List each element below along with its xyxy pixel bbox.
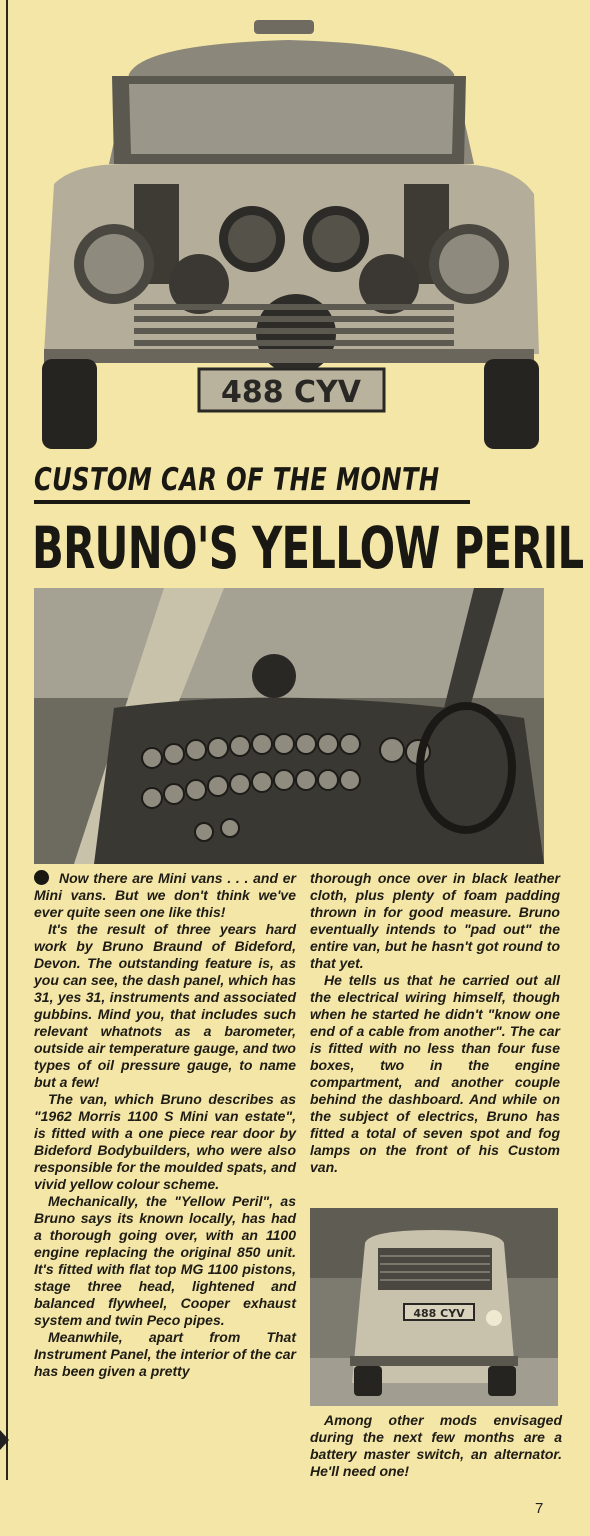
title-underline — [34, 500, 470, 504]
bullet-dot-icon — [34, 870, 49, 885]
article-paragraph: Mechanically, the "Yellow Peril", as Bruno says its known locally, has had a thorough going over, with an 1100 engine replacing the original 850 unit. It's fitted with flat top MG 1100 pistons, stage three head, lightened and balanced flywheel, Cooper exhaust system and twin Peco pipes. — [34, 1193, 296, 1328]
section-title: CUSTOM CAR OF THE MONTH — [34, 462, 440, 498]
page-edge-line — [6, 0, 8, 1480]
article-paragraph-lead: Now there are Mini vans . . . and er Mini vans. But we don't think we've ever quite seen one like this! — [34, 870, 296, 920]
article-column-right — [310, 870, 560, 1176]
page-number: 7 — [535, 1500, 544, 1517]
edge-arrow-marker — [0, 1430, 9, 1450]
dashboard-photo — [34, 588, 544, 864]
hero-photo-mini-front — [34, 14, 544, 464]
article-paragraph: Meanwhile, apart from That Instrument Panel, the interior of the car has been given a pretty — [34, 1329, 296, 1379]
hero-number-plate: 488 CYV — [220, 375, 362, 410]
photo-caption: Among other mods envisaged during the next few months are a battery master switch, an alternator. He'll need one! — [310, 1412, 562, 1479]
article-paragraph: It's the result of three years hard work by Bruno Braund of Bideford, Devon. The outstanding feature is, as you can see, the dash panel, which has 31, yes 31, instruments and associated gubbins. Mind you, that includes such relevant whatnots as a barometer, outside air temperature gauge, and two types of oil pressure gauge, to name but a few! — [34, 921, 296, 1090]
article-column-left — [34, 870, 296, 1380]
van-number-plate: 488 CYV — [413, 1307, 465, 1320]
van-rear-photo — [310, 1208, 558, 1406]
article-paragraph: He tells us that he carried out all the electrical wiring himself, though when he started he didn't "know one end of a cable from another". The car is fitted with no less than four fuse boxes, two in the engine compartment, and another couple behind the dashboard. And while on the subject of electrics, Bruno has fitted a total of seven spot and fog lamps on the front of his Custom van. — [310, 972, 560, 1175]
article-headline: BRUNO'S YELLOW PERIL — [32, 514, 584, 582]
article-paragraph: The van, which Bruno describes as "1962 Morris 1100 S Mini van estate", is fitted with a one piece rear door by Bideford Bodybuilders, who were also responsible for the moulded spats, and vivid yellow colour scheme. — [34, 1091, 296, 1192]
article-paragraph: thorough once over in black leather cloth, plus plenty of foam padding thrown in for good measure. Bruno eventually intends to "pad out" the entire van, but he hasn't got round to that yet. — [310, 870, 560, 971]
